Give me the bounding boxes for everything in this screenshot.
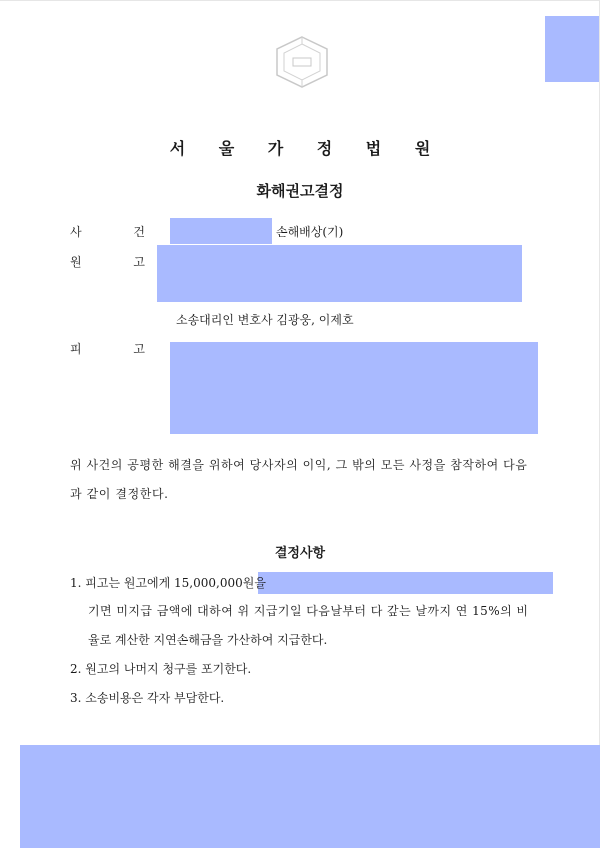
case-label: 사 건 xyxy=(70,225,169,239)
defendant-label: 피 고 xyxy=(70,342,169,356)
redaction-payment-date xyxy=(258,572,553,594)
court-name: 서 울 가 정 법 원 xyxy=(169,139,445,158)
decision-heading: 결정사항 xyxy=(274,546,326,561)
intro-line-1: 위 사건의 공평한 해결을 위하여 당사자의 이익, 그 밖의 모든 사정을 참작하여 다음 xyxy=(70,458,528,472)
redaction-plaintiff xyxy=(157,245,522,302)
decision-item-1-line-3: 율로 계산한 지연손해금을 가산하여 지급한다. xyxy=(88,633,328,647)
decision-item-1: 1. 피고는 원고에게 15,000,000원을 xyxy=(70,576,266,590)
decision-item-2: 2. 원고의 나머지 청구를 포기한다. xyxy=(70,662,252,676)
redaction-defendant xyxy=(170,342,538,434)
page-edge-top xyxy=(0,0,600,1)
court-seal-icon xyxy=(272,34,332,90)
intro-line-2: 과 같이 결정한다. xyxy=(70,487,169,501)
redaction-footer xyxy=(20,745,600,848)
plaintiff-label: 원 고 xyxy=(70,255,169,269)
document-title: 화해권고결정 xyxy=(256,182,344,200)
case-type: 손해배상(기) xyxy=(276,225,344,239)
decision-item-1-line-2: 기면 미지급 금액에 대하여 위 지급기일 다음날부터 다 갚는 날까지 연 15%의 비 xyxy=(88,604,529,618)
decision-item-3: 3. 소송비용은 각자 부담한다. xyxy=(70,691,225,705)
redaction-top-right xyxy=(545,16,599,82)
plaintiff-counsel: 소송대리인 변호사 김광웅, 이제호 xyxy=(176,313,354,327)
redaction-case-number xyxy=(170,218,272,244)
